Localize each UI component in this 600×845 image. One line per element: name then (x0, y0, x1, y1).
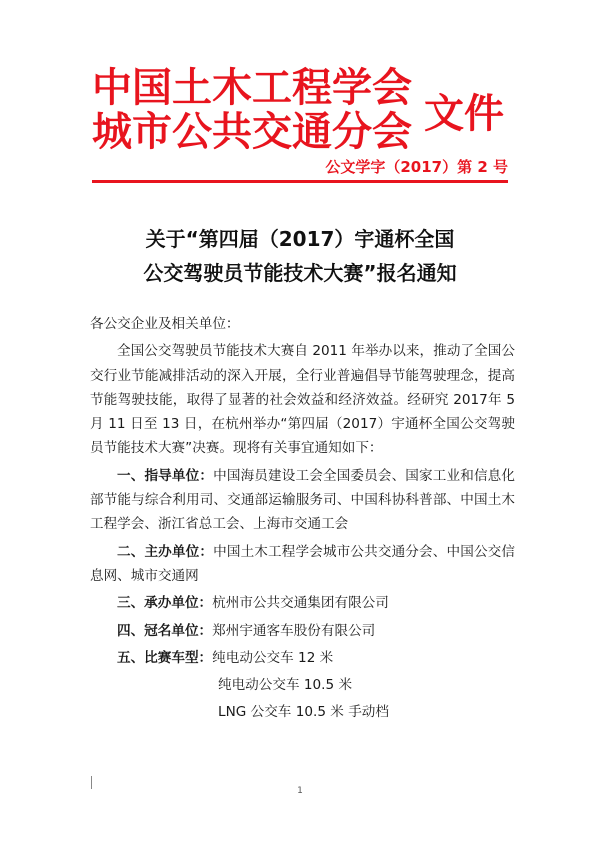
intro-line: 全国公交驾驶员节能技术大赛自 2011 年举办以来，推动了全国 (117, 343, 502, 360)
intro-line: 驾驶员节能技术大赛”决赛。现将有关事宜通知如下： (90, 416, 516, 457)
vehicle-type-line: 纯电动公交车 10.5 米 (218, 677, 353, 694)
intro-line: 公交行业节能减排活动的深入开展，全行业普遍倡导节能驾驶理念， (90, 343, 515, 384)
list-item (90, 646, 515, 670)
title-line1: 关于“第四届（2017）宇通杯全国 (145, 227, 455, 251)
document-title (0, 222, 600, 290)
item-label: 二、主办单位： (117, 543, 214, 560)
item-label: 五、比赛车型： (117, 649, 213, 666)
vehicle-type-line: LNG 公交车 10.5 米 手动档 (218, 704, 389, 721)
document-type: 文件 (424, 91, 504, 137)
list-item (90, 591, 515, 615)
header-divider (92, 180, 508, 183)
issuing-organization (92, 66, 412, 154)
document-number: 公文学字（2017）第 2 号 (325, 158, 508, 176)
title-line2: 公交驾驶员节能技术大赛”报名通知 (143, 261, 457, 285)
intro-line: 提高节能驾驶技能，取得了显著的社会效益和经济效益。经研究 2017 (90, 367, 516, 408)
item-text: 中国土木工程学会城市公共交通分会、中国公交信息网、城市交通网 (90, 543, 516, 584)
list-item (90, 619, 515, 643)
org-name-line2: 城市公共交通分会 (92, 109, 412, 155)
item-label: 四、冠名单位： (117, 622, 213, 639)
intro-line: 年 5 月 11 日至 13 日，在杭州举办“第四届（2017）宇通杯全国公交 (90, 391, 515, 433)
item-text: 郑州宇通客车股份有限公司 (212, 622, 376, 639)
list-item (90, 464, 515, 537)
item-text: 纯电动公交车 12 米 (212, 649, 334, 666)
page-number: 1 (297, 786, 303, 796)
intro-paragraph (90, 339, 515, 460)
org-name-line1: 中国土木工程学会 (92, 65, 412, 111)
item-label: 三、承办单位： (117, 595, 213, 612)
list-item (90, 540, 515, 589)
item-text: 中国海员建设工会全国委员会、国家工业和信息化部节能与综合利用司、交通部运输服务司、中国科协科普部、中国土木工程学会、浙江省总工会、上海市交通工会 (90, 467, 516, 533)
document-body (90, 312, 515, 728)
salutation: 各公交企业及相关单位： (90, 316, 240, 332)
item-text: 杭州市公共交通集团有限公司 (212, 595, 389, 612)
item-label: 一、指导单位： (117, 467, 214, 484)
